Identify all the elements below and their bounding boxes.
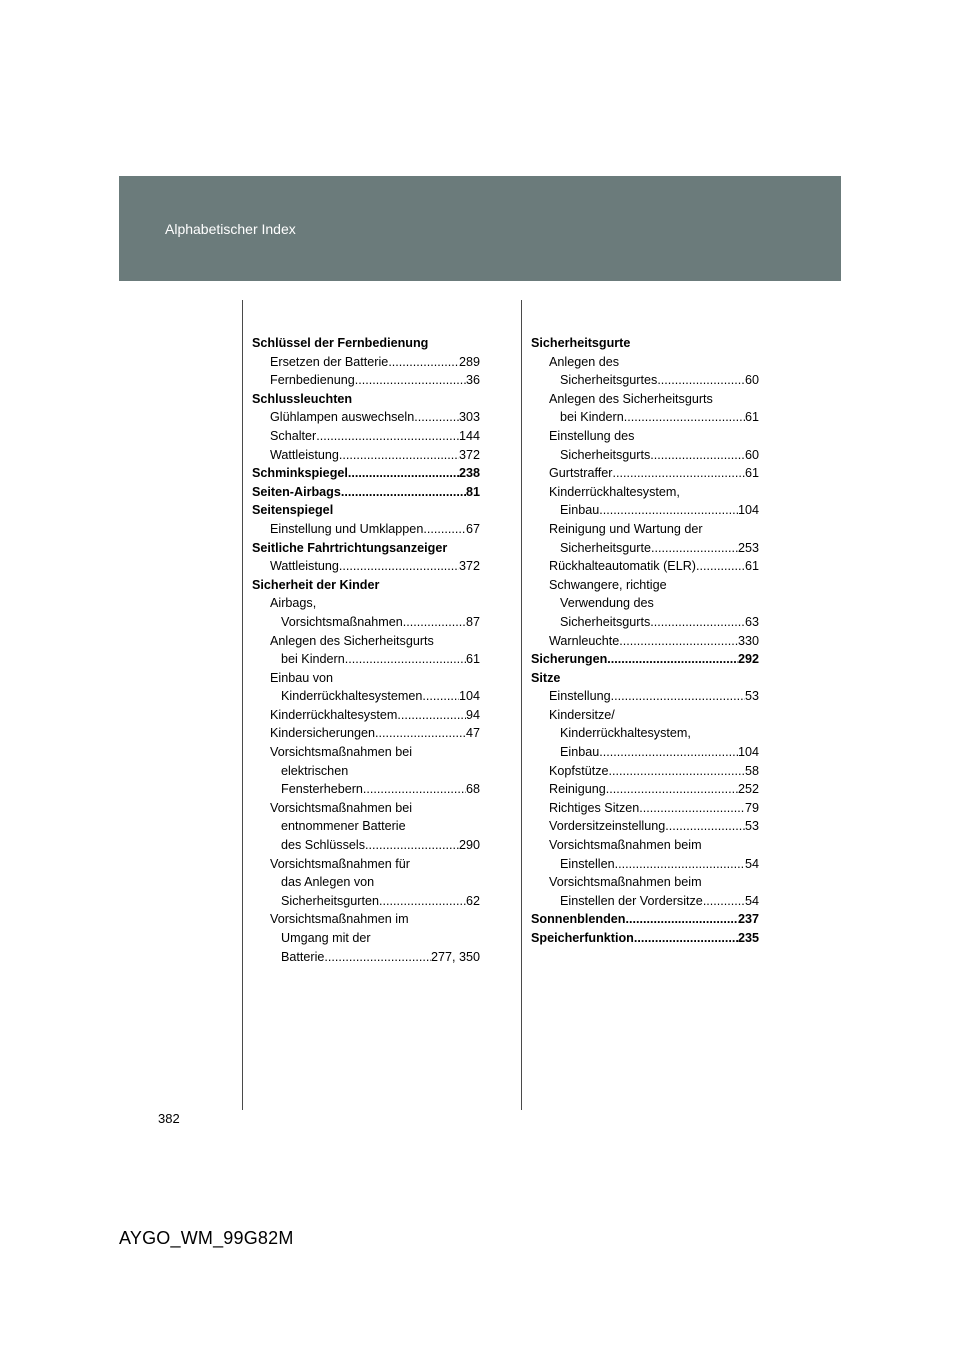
index-entry-page: 67 (465, 521, 480, 536)
index-entry (252, 334, 480, 353)
index-entry-label: Vordersitzeinstellung (549, 819, 666, 834)
index-entry-label: Wattleistung (270, 559, 339, 574)
index-entry-label: Kinderrückhaltesystem, (560, 726, 691, 741)
dot-leader (599, 501, 738, 520)
index-entry-label: Seitenspiegel (252, 503, 334, 518)
index-entry-page: 237 (737, 912, 759, 927)
index-entry-page: 47 (465, 726, 480, 741)
index-entry (531, 390, 759, 409)
index-column-left (252, 334, 480, 966)
index-entry-label: Reinigung und Wartung der (549, 521, 703, 536)
index-entry (252, 948, 480, 967)
index-entry (531, 576, 759, 595)
index-entry-page: 68 (465, 782, 480, 797)
index-entry-label: entnommener Batterie (281, 819, 406, 834)
dot-leader (316, 427, 459, 446)
index-entry-label: Richtiges Sitzen (549, 800, 640, 815)
index-entry-label: Schlüssel der Fernbedienung (252, 336, 429, 350)
index-entry-label: Sicherungen (531, 652, 608, 667)
index-entry (531, 780, 759, 799)
index-entry-page: 303 (458, 410, 480, 425)
index-entry (252, 855, 480, 874)
index-entry-label: Anlegen des (549, 354, 620, 369)
dot-leader (363, 780, 466, 799)
index-entry-label: Sitze (531, 670, 561, 685)
index-entry-label: Gurtstraffer (549, 466, 613, 481)
index-entry-label: Sonnenblenden (531, 912, 626, 927)
index-entry-label: Einstellung des (549, 428, 635, 443)
index-entry-label: Sicherheitsgurts (560, 614, 651, 629)
index-entry (531, 353, 759, 372)
index-entry-label: Speicherfunktion (531, 931, 634, 945)
index-entry (252, 910, 480, 929)
dot-leader (355, 371, 466, 390)
index-entry-label: Glühlampen auswechseln (270, 410, 415, 425)
index-entry-page: 54 (744, 893, 759, 908)
dot-leader (341, 483, 466, 502)
index-entry-label: Kinderrückhaltesystemen (281, 689, 423, 704)
dot-leader (375, 724, 466, 743)
index-entry-page: 53 (744, 819, 759, 834)
index-entry-page: 61 (465, 652, 480, 667)
index-entry-page: 253 (737, 540, 759, 555)
index-entry-page: 235 (737, 931, 759, 945)
index-entry (252, 539, 480, 558)
dot-leader (388, 353, 459, 372)
index-entry-page: 54 (744, 856, 759, 871)
index-entry-page: 87 (465, 614, 480, 629)
index-entry (531, 427, 759, 446)
index-entry (252, 929, 480, 948)
index-entry-label: des Schlüssels (281, 838, 365, 853)
index-entry (252, 780, 480, 799)
index-entry-label: Einstellung und Umklappen (270, 521, 424, 536)
index-entry (531, 613, 759, 632)
index-entry-page: 81 (465, 484, 480, 499)
index-entry (252, 520, 480, 539)
index-entry-page: 36 (465, 373, 480, 388)
index-entry (531, 446, 759, 465)
index-entry-label: elektrischen (281, 763, 349, 778)
dot-leader (624, 408, 745, 427)
index-entry (252, 817, 480, 836)
index-entry-label: Sicherheitsgurte (560, 540, 652, 555)
index-entry-label: Kinderrückhaltesystem, (549, 484, 680, 499)
index-entry (252, 669, 480, 688)
index-entry (531, 724, 759, 743)
dot-leader (665, 817, 745, 836)
dot-leader (609, 762, 745, 781)
index-entry (531, 669, 759, 688)
dot-leader (650, 613, 745, 632)
index-entry-label: Einbau (560, 503, 600, 518)
index-entry-label: bei Kindern (560, 410, 624, 425)
index-entry-label: Anlegen des Sicherheitsgurts (549, 391, 713, 406)
index-entry (531, 743, 759, 762)
index-entry-page: 62 (465, 893, 480, 908)
index-entry-label: Sicherheit der Kinder (252, 577, 380, 592)
index-entry (531, 929, 759, 948)
index-entry-label: Schminkspiegel (252, 466, 348, 481)
header-title: Alphabetischer Index (165, 221, 296, 237)
index-entry (252, 446, 480, 465)
index-entry-label: Schlussleuchten (252, 391, 353, 406)
index-entry-label: bei Kindern (281, 652, 345, 667)
dot-leader (611, 687, 745, 706)
index-entry-page: 104 (458, 689, 480, 704)
index-entry-label: das Anlegen von (281, 875, 375, 890)
index-entry (252, 650, 480, 669)
index-entry (252, 594, 480, 613)
index-entry (252, 408, 480, 427)
index-entry (252, 390, 480, 409)
index-entry-label: Einstellen (560, 856, 615, 871)
index-entry-page: 60 (744, 373, 759, 388)
dot-leader (423, 520, 466, 539)
dot-leader (606, 780, 738, 799)
index-entry-page: 61 (744, 410, 759, 425)
index-entry-label: Einstellen der Vordersitze (560, 893, 703, 908)
dot-leader (379, 892, 466, 911)
index-entry-label: Kinderrückhaltesystem (270, 707, 398, 722)
index-entry-label: Rückhalteautomatik (ELR) (549, 559, 696, 574)
dot-leader (403, 613, 466, 632)
index-entry-label: Anlegen des Sicherheitsgurts (270, 633, 434, 648)
index-entry-page: 94 (465, 707, 480, 722)
index-entry (252, 483, 480, 502)
index-entry-label: Schwangere, richtige (549, 577, 667, 592)
index-entry (252, 724, 480, 743)
index-entry (252, 464, 480, 483)
index-entry-page: 104 (737, 745, 759, 760)
index-entry (531, 594, 759, 613)
index-entry (531, 464, 759, 483)
index-entry (252, 892, 480, 911)
index-entry (252, 743, 480, 762)
index-entry (531, 706, 759, 725)
index-entry (252, 576, 480, 595)
index-entry-label: Umgang mit der (281, 931, 371, 945)
index-entry-label: Sicherheitsgurten (281, 893, 380, 908)
page-number: 382 (158, 1111, 180, 1126)
index-entry (531, 892, 759, 911)
index-entry-page: 60 (744, 447, 759, 462)
index-entry (252, 501, 480, 520)
index-entry (531, 557, 759, 576)
index-entry-label: Vorsichtsmaßnahmen bei (270, 745, 413, 760)
index-entry-label: Seitliche Fahrtrichtungsanzeiger (252, 540, 448, 555)
index-entry-label: Airbags, (270, 596, 317, 611)
column-divider-left (242, 300, 243, 1110)
dot-leader (397, 706, 466, 725)
index-entry-page: 330 (737, 633, 759, 648)
index-entry-label: Einbau (560, 745, 600, 760)
index-entry-page: 58 (744, 763, 759, 778)
dot-leader (414, 408, 459, 427)
index-entry (531, 539, 759, 558)
index-entry-page: 252 (737, 782, 759, 797)
dot-leader (339, 446, 459, 465)
index-entry (531, 520, 759, 539)
index-entry (252, 873, 480, 892)
index-entry (252, 557, 480, 576)
dot-leader (345, 650, 466, 669)
index-entry (531, 408, 759, 427)
index-entry (252, 762, 480, 781)
index-entry-page: 277, 350 (430, 949, 480, 964)
index-entry (531, 371, 759, 390)
dot-leader (634, 929, 738, 948)
column-divider-middle (521, 300, 522, 1110)
index-entry-label: Warnleuchte (549, 633, 620, 648)
dot-leader (324, 948, 431, 967)
index-entry-page: 53 (744, 689, 759, 704)
index-entry (252, 371, 480, 390)
dot-leader (365, 836, 459, 855)
index-entry (531, 687, 759, 706)
index-entry-label: Einstellung (549, 689, 611, 704)
index-entry-page: 238 (458, 466, 480, 481)
dot-leader (607, 650, 738, 669)
index-entry-label: Fensterhebern (281, 782, 363, 797)
dot-leader (639, 799, 745, 818)
index-entry-label: Kindersicherungen (270, 726, 376, 741)
index-entry (252, 687, 480, 706)
index-entry (531, 650, 759, 669)
index-entry-label: Vorsichtsmaßnahmen beim (549, 838, 702, 853)
index-entry-label: Kopfstütze (549, 763, 609, 778)
index-entry (531, 836, 759, 855)
dot-leader (657, 371, 745, 390)
index-entry (531, 483, 759, 502)
index-entry-label: Fernbedienung (270, 373, 355, 388)
dot-leader (612, 464, 745, 483)
dot-leader (651, 539, 738, 558)
index-entry (531, 632, 759, 651)
index-entry (531, 910, 759, 929)
index-entry (531, 334, 759, 353)
dot-leader (422, 687, 459, 706)
index-entry-page: 63 (744, 614, 759, 629)
index-entry-page: 290 (458, 838, 480, 853)
index-entry-page: 372 (458, 447, 480, 462)
index-entry (252, 632, 480, 651)
index-entry-label: Vorsichtsmaßnahmen beim (549, 875, 702, 890)
index-entry (252, 799, 480, 818)
index-entry-label: Seiten-Airbags (252, 484, 341, 499)
index-entry-page: 144 (458, 428, 480, 443)
dot-leader (339, 557, 459, 576)
index-entry-page: 289 (458, 354, 480, 369)
index-entry-label: Sicherheitsgurte (531, 336, 631, 350)
index-entry (531, 799, 759, 818)
index-entry-label: Vorsichtsmaßnahmen für (270, 856, 410, 871)
index-entry-label: Reinigung (549, 782, 606, 797)
index-entry-page: 61 (744, 466, 759, 481)
index-entry (531, 817, 759, 836)
index-entry (531, 762, 759, 781)
index-entry-page: 79 (744, 800, 759, 815)
dot-leader (619, 632, 738, 651)
index-entry-label: Vorsichtsmaßnahmen bei (270, 800, 413, 815)
index-entry-label: Sicherheitsgurts (560, 447, 651, 462)
document-code: AYGO_WM_99G82M (119, 1228, 294, 1248)
dot-leader (625, 910, 738, 929)
index-entry (252, 706, 480, 725)
index-entry-label: Wattleistung (270, 447, 339, 462)
dot-leader (696, 557, 745, 576)
index-entry-page: 292 (737, 652, 759, 667)
index-entry (252, 836, 480, 855)
index-entry-label: Vorsichtsmaßnahmen im (270, 912, 409, 927)
page-header-band (119, 176, 841, 281)
index-entry-page: 372 (458, 559, 480, 574)
index-entry-label: Verwendung des (560, 596, 654, 611)
index-column-right (531, 334, 759, 948)
dot-leader (650, 446, 745, 465)
index-entry-page: 104 (737, 503, 759, 518)
index-entry-label: Einbau von (270, 670, 334, 685)
index-entry-label: Schalter (270, 428, 317, 443)
index-entry-label: Kindersitze/ (549, 707, 615, 722)
index-entry (531, 873, 759, 892)
index-entry-label: Sicherheitsgurtes (560, 373, 658, 388)
dot-leader (615, 855, 745, 874)
dot-leader (599, 743, 738, 762)
dot-leader (703, 892, 745, 911)
index-entry-label: Batterie (281, 949, 325, 964)
index-entry (252, 613, 480, 632)
index-entry (531, 855, 759, 874)
index-entry (252, 353, 480, 372)
index-entry (252, 427, 480, 446)
index-entry (531, 501, 759, 520)
index-entry-page: 61 (744, 559, 759, 574)
index-entry-label: Vorsichtsmaßnahmen (281, 614, 403, 629)
index-entry-label: Ersetzen der Batterie (270, 354, 389, 369)
dot-leader (348, 464, 459, 483)
